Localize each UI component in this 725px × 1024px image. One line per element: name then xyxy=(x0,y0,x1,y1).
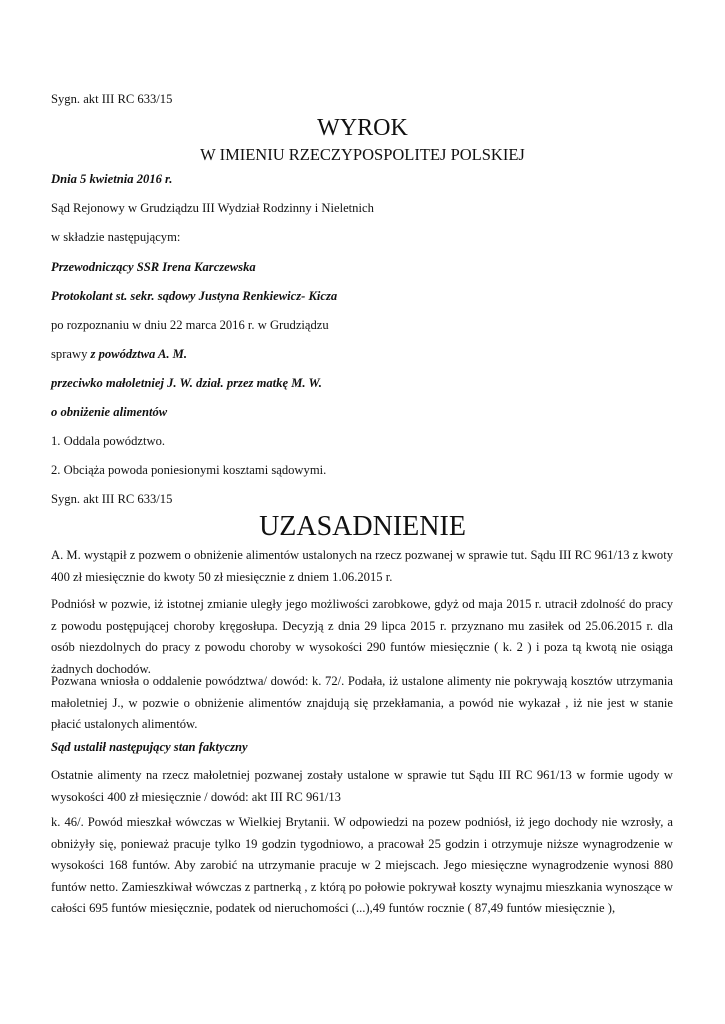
ruling-item: 1. Oddala powództwo. xyxy=(51,434,166,448)
verdict-date: Dnia 5 kwietnia 2016 r. xyxy=(51,172,173,186)
justification-paragraph: Podniósł w pozwie, iż istotnej zmianie uległy jego możliwości zarobkowe, gdyż od maja 2015 r. utracił zdolność do pracy z powodu postępującej choroby kręgosłupa. Decyzją z dnia 29 lipca 2015 r. przyznano mu zasiłek od 25.06.2015 r. dla osób niezdolnych do pracy z powodu choroby w wysokości 290 funtów miesięcznie ( k. 2 ) i poza tą kwotą nie osiąga żadnych dochodów. xyxy=(51,597,673,676)
case-signature: Sygn. akt III RC 633/15 xyxy=(51,92,173,106)
verdict-subtitle: W IMIENIU RZECZYPOSPOLITEJ POLSKIEJ xyxy=(200,145,525,164)
composition-label: w składzie następującym: xyxy=(51,230,181,244)
case-line xyxy=(51,347,187,362)
facts-paragraph: Ostatnie alimenty na rzecz małoletniej pozwanej zostały ustalone w sprawie tut Sądu III RC 961/13 w formie ugody w wysokości 400 zł miesięcznie / dowód: akt III RC 961/13 xyxy=(51,768,673,804)
ruling-item: 2. Obciąża powoda poniesionymi kosztami sądowymi. xyxy=(51,463,327,477)
court-name: Sąd Rejonowy w Grudziądzu III Wydział Rodzinny i Nieletnich xyxy=(51,201,374,215)
case-plaintiff: z powództwa A. M. xyxy=(90,347,187,361)
justification-paragraph: Pozwana wniosła o oddalenie powództwa/ dowód: k. 72/. Podała, iż ustalone alimenty nie pokrywają kosztów utrzymania małoletniej J., w pozwie o obniżenie alimentów znajdują się przekłamania, a powód nie wykazał , iż nie jest w stanie płacić ustalonych alimentów. xyxy=(51,674,673,731)
justification-paragraph: A. M. wystąpił z pozwem o obniżenie alimentów ustalonych na rzecz pozwanej w sprawie tut. Sądu III RC 961/13 z kwoty 400 zł miesięcznie do kwoty 50 zł miesięcznie z dniem 1.06.2015 r. xyxy=(51,548,673,584)
case-prefix: sprawy xyxy=(51,347,91,361)
defendant-line: przeciwko małoletniej J. W. dział. przez matkę M. W. xyxy=(51,376,322,390)
facts-paragraph: k. 46/. Powód mieszkał wówczas w Wielkiej Brytanii. W odpowiedzi na pozew podniósł, iż jego dochody nie wzrosły, a obniżyły się, ponieważ pracuje tylko 19 godzin tygodniowo, a pracował 25 godzin i otrzymuje niższe wynagrodzenie w wysokości 168 funtów. Aby zarobić na utrzymanie pracuje w 2 miejscach. Jego miesięczne wynagrodzenie wynosi 880 funtów netto. Zamieszkiwał wówczas z partnerką , z którą po połowie pokrywał koszty wynajmu mieszkania wynoszące w całości 695 funtów miesięcznie, podatek od nieruchomości (...),49 funtów rocznie ( 87,49 funtów miesięcznie ), xyxy=(51,815,673,915)
justification-signature: Sygn. akt III RC 633/15 xyxy=(51,492,173,506)
verdict-title: WYROK xyxy=(317,115,408,141)
facts-heading: Sąd ustalił następujący stan faktyczny xyxy=(51,740,248,754)
hearing-info: po rozpoznaniu w dniu 22 marca 2016 r. w Grudziądzu xyxy=(51,318,329,332)
presiding-judge: Przewodniczący SSR Irena Karczewska xyxy=(51,260,256,274)
case-subject: o obniżenie alimentów xyxy=(51,405,168,419)
court-clerk: Protokolant st. sekr. sądowy Justyna Renkiewicz- Kicza xyxy=(51,289,338,303)
justification-title: UZASADNIENIE xyxy=(259,511,466,542)
